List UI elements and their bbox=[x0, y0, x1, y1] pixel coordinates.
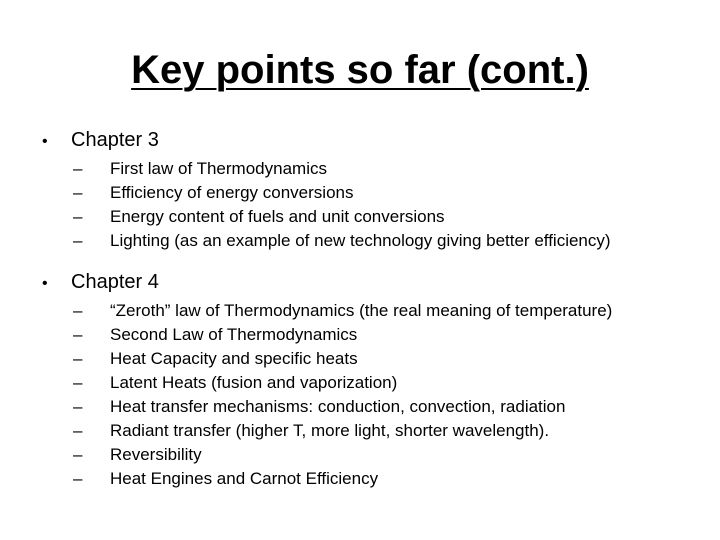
dash-icon: – bbox=[73, 207, 83, 226]
dash-icon: – bbox=[73, 445, 83, 464]
bullet-chapter-4 bbox=[42, 268, 682, 298]
list-item-text: “Zeroth” law of Thermodynamics (the real meaning of temperature) bbox=[110, 301, 613, 320]
dash-icon: – bbox=[73, 231, 83, 250]
list-item-text: Latent Heats (fusion and vaporization) bbox=[110, 373, 398, 392]
section-chapter-3 bbox=[42, 126, 682, 256]
sub-list-chapter-3 bbox=[42, 160, 682, 250]
dash-icon: – bbox=[73, 349, 83, 368]
bullet-dot-icon: • bbox=[42, 133, 48, 150]
dash-icon: – bbox=[73, 325, 83, 344]
list-item bbox=[42, 350, 682, 368]
slide-title: Key points so far (cont.) bbox=[131, 48, 589, 92]
list-item bbox=[42, 326, 682, 344]
list-item bbox=[42, 160, 682, 178]
list-item-text: Radiant transfer (higher T, more light, shorter wavelength). bbox=[110, 421, 550, 440]
sub-list-chapter-4 bbox=[42, 302, 682, 488]
list-item-text: Lighting (as an example of new technology giving better efficiency) bbox=[110, 231, 611, 250]
dash-icon: – bbox=[73, 469, 83, 488]
dash-icon: – bbox=[73, 159, 83, 178]
list-item bbox=[42, 470, 682, 488]
list-item-text: Heat transfer mechanisms: conduction, convection, radiation bbox=[110, 397, 566, 416]
section-chapter-4 bbox=[42, 268, 682, 494]
list-item bbox=[42, 374, 682, 392]
bullet-dot-icon: • bbox=[42, 275, 48, 292]
dash-icon: – bbox=[73, 301, 83, 320]
list-item bbox=[42, 208, 682, 226]
bullet-chapter-3 bbox=[42, 126, 682, 156]
list-item bbox=[42, 446, 682, 464]
list-item-text: Efficiency of energy conversions bbox=[110, 183, 354, 202]
list-item bbox=[42, 302, 682, 320]
list-item-text: First law of Thermodynamics bbox=[110, 159, 327, 178]
dash-icon: – bbox=[73, 421, 83, 440]
list-item bbox=[42, 184, 682, 202]
dash-icon: – bbox=[73, 397, 83, 416]
dash-icon: – bbox=[73, 183, 83, 202]
list-item-text: Heat Capacity and specific heats bbox=[110, 349, 358, 368]
list-item-text: Heat Engines and Carnot Efficiency bbox=[110, 469, 379, 488]
section-heading: Chapter 3 bbox=[71, 129, 159, 151]
dash-icon: – bbox=[73, 373, 83, 392]
list-item-text: Second Law of Thermodynamics bbox=[110, 325, 358, 344]
list-item-text: Energy content of fuels and unit conversions bbox=[110, 207, 445, 226]
list-item-text: Reversibility bbox=[110, 445, 202, 464]
list-item bbox=[42, 398, 682, 416]
list-item bbox=[42, 232, 682, 250]
section-heading: Chapter 4 bbox=[71, 271, 159, 293]
list-item bbox=[42, 422, 682, 440]
